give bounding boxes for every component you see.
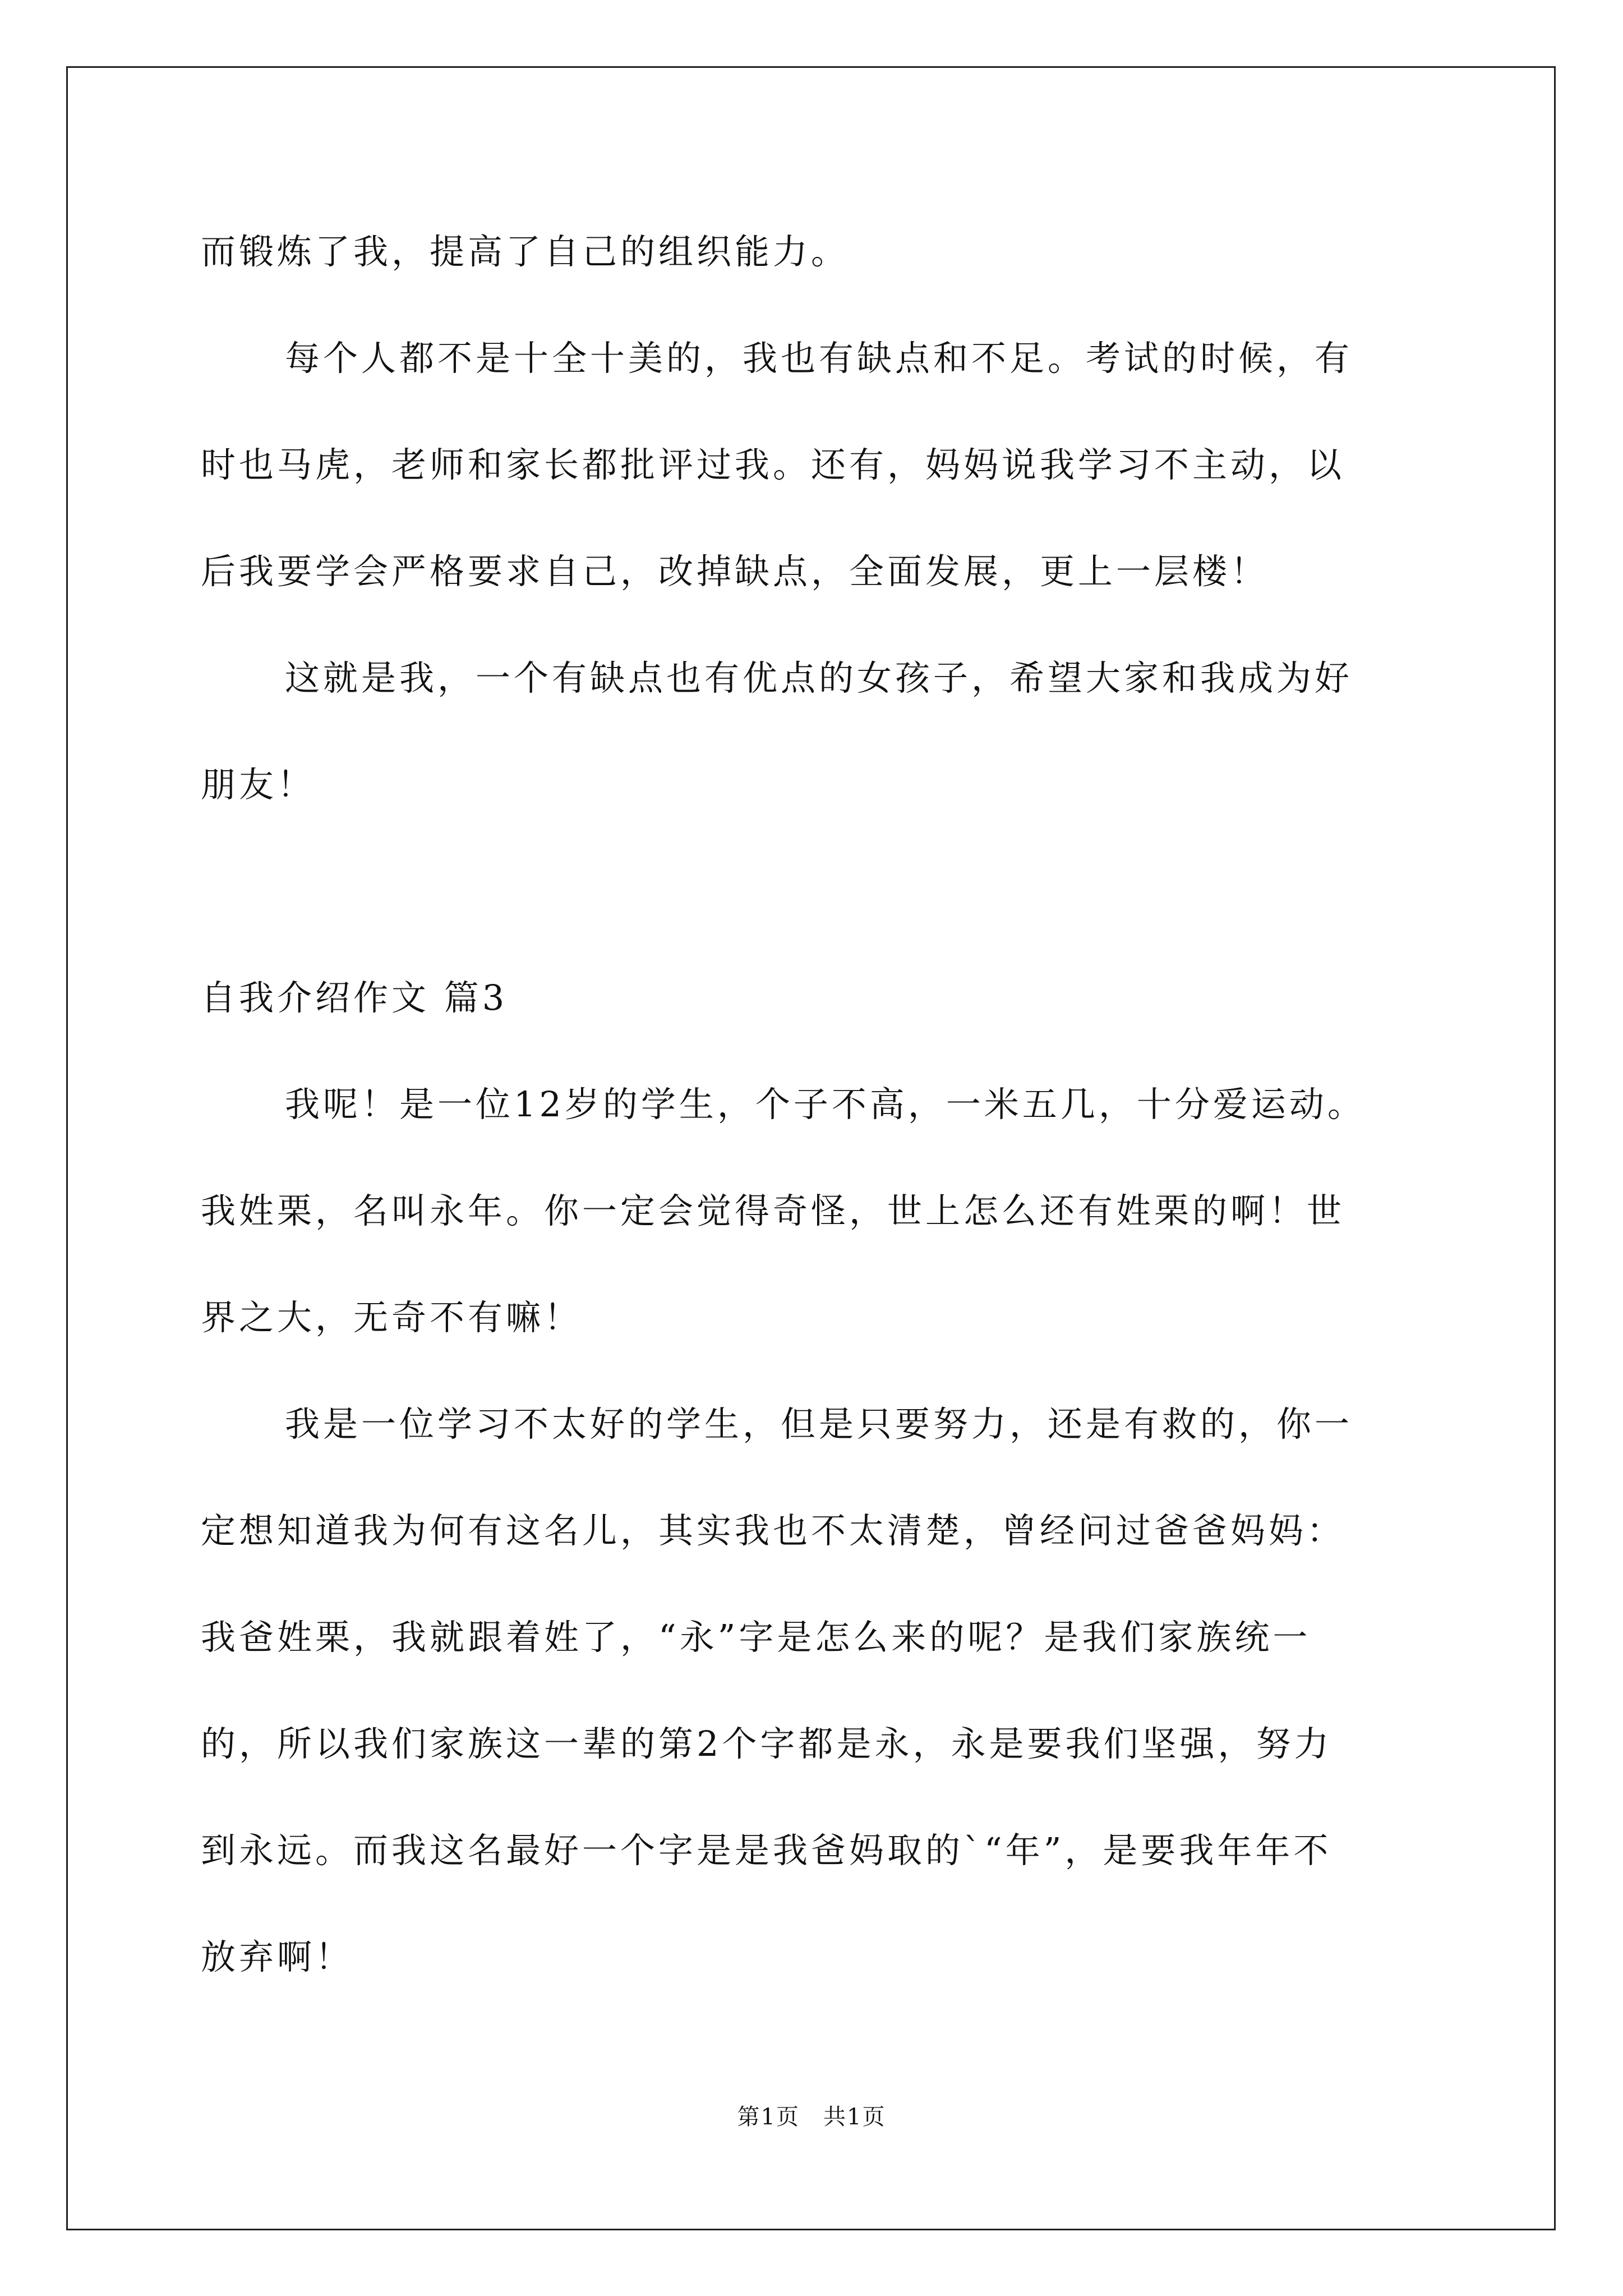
paragraph-line: 后我要学会严格要求自己，改掉缺点，全面发展，更上一层楼！ <box>201 551 1269 592</box>
paragraph-line: 每个人都不是十全十美的，我也有缺点和不足。考试的时候，有 <box>285 338 1353 379</box>
paragraph-line: 朋友！ <box>201 764 316 805</box>
paragraph-line: 定想知道我为何有这名儿，其实我也不太清楚，曾经问过爸爸妈妈： <box>201 1510 1345 1551</box>
paragraph-line: 而锻炼了我，提高了自己的组织能力。 <box>201 231 850 272</box>
paragraph-line: 放弃啊！ <box>201 1936 354 1977</box>
paragraph-line: 到永远。而我这名最好一个字是是我爸妈取的`“年”，是要我年年不 <box>201 1830 1332 1871</box>
paragraph-line: 界之大，无奇不有嘛！ <box>201 1297 583 1338</box>
paragraph-line: 我爸姓栗，我就跟着姓了，“永”字是怎么来的呢？是我们家族统一 <box>201 1617 1311 1658</box>
page-footer: 第1页 共1页 <box>737 2104 886 2130</box>
page-frame <box>66 66 1556 2230</box>
paragraph-line: 我呢！是一位12岁的学生，个子不高，一米五几，十分爱运动。 <box>285 1084 1366 1125</box>
paragraph-line: 时也马虎，老师和家长都批评过我。还有，妈妈说我学习不主动，以 <box>201 444 1345 485</box>
paragraph-line: 的，所以我们家族这一辈的第2个字都是永，永是要我们坚强，努力 <box>201 1723 1332 1764</box>
paragraph-line: 这就是我，一个有缺点也有优点的女孩子，希望大家和我成为好 <box>285 657 1353 698</box>
paragraph-line: 我是一位学习不太好的学生，但是只要努力，还是有救的，你一 <box>285 1404 1353 1444</box>
paragraph-line: 我姓栗，名叫永年。你一定会觉得奇怪，世上怎么还有姓栗的啊！世 <box>201 1190 1345 1231</box>
section-title: 自我介绍作文 篇3 <box>201 977 508 1018</box>
